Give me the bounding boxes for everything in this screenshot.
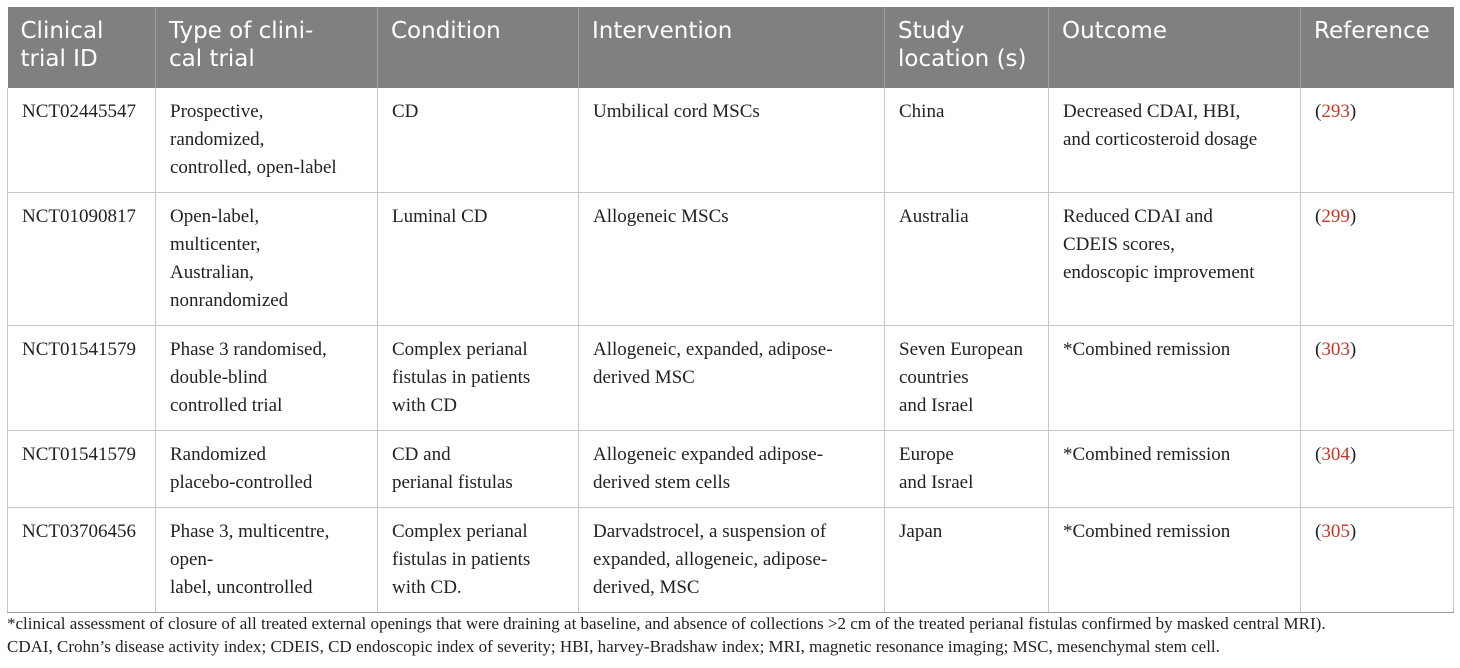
cell-outcome: [1049, 431, 1301, 508]
cell-text: perianal fistulas: [392, 472, 513, 493]
cell-text: nonrandomized: [170, 290, 289, 311]
cell-reference: (299): [1301, 193, 1454, 326]
cell-text: NCT01541579: [22, 339, 136, 360]
cell-text: Allogeneic expanded adipose-: [593, 444, 824, 465]
table-row: [8, 326, 1454, 431]
footnote-line: *clinical assessment of closure of all treated external openings that were draining at baseline, and absence of collections >2 cm of the treated perianal fistulas confirmed by masked central MRI).: [7, 614, 1326, 633]
header-study-location: [885, 7, 1049, 88]
cell-text: CD and: [392, 444, 451, 465]
cell-text: with CD.: [392, 577, 462, 598]
cell-text: derived, MSC: [593, 577, 700, 598]
cell-text: Prospective,: [170, 101, 264, 122]
cell-trial-id: [8, 88, 156, 193]
cell-text: Australia: [899, 206, 969, 227]
cell-text: derived stem cells: [593, 472, 731, 493]
cell-intervention: [579, 193, 885, 326]
cell-text: open-: [170, 549, 214, 570]
cell-text: Complex perianal: [392, 339, 528, 360]
table-row: [8, 431, 1454, 508]
cell-type: [156, 88, 378, 193]
cell-outcome: [1049, 508, 1301, 613]
cell-type: [156, 431, 378, 508]
cell-text: placebo-controlled: [170, 472, 313, 493]
cell-text: randomized,: [170, 129, 265, 150]
cell-text: Reduced CDAI and: [1063, 206, 1213, 227]
cell-condition: [378, 193, 579, 326]
footnote-line: CDAI, Crohn’s disease activity index; CDEIS, CD endoscopic index of severity; HBI, harvey-Bradshaw index; MRI, magnetic resonance imaging; MSC, mesenchymal stem cell.: [7, 637, 1220, 656]
cell-text: Complex perianal: [392, 521, 528, 542]
header-intervention: [579, 7, 885, 88]
header-text: Type of clini-: [169, 18, 314, 44]
reference-link[interactable]: 304: [1321, 444, 1350, 465]
cell-text: expanded, allogeneic, adipose-: [593, 549, 828, 570]
cell-text: China: [899, 101, 945, 122]
cell-text: *Combined remission: [1063, 444, 1231, 465]
cell-text: Allogeneic MSCs: [593, 206, 729, 227]
cell-text: Umbilical cord MSCs: [593, 101, 760, 122]
cell-text: countries: [899, 367, 969, 388]
cell-text: controlled trial: [170, 395, 283, 416]
cell-location: [885, 193, 1049, 326]
cell-text: fistulas in patients: [392, 549, 531, 570]
header-text: Clinical: [20, 18, 104, 44]
cell-reference: (303): [1301, 326, 1454, 431]
cell-trial-id: [8, 326, 156, 431]
header-reference: [1301, 7, 1454, 88]
cell-type: [156, 193, 378, 326]
cell-text: Allogeneic, expanded, adipose-: [593, 339, 833, 360]
reference-link[interactable]: 299: [1321, 206, 1350, 227]
cell-text: controlled, open-label: [170, 157, 337, 178]
cell-trial-id: [8, 431, 156, 508]
cell-text: Australian,: [170, 262, 254, 283]
header-text: Outcome: [1062, 18, 1167, 44]
header-text: Intervention: [592, 18, 733, 44]
table-row: [8, 508, 1454, 613]
table-row: [8, 193, 1454, 326]
cell-outcome: [1049, 326, 1301, 431]
cell-location: [885, 431, 1049, 508]
header-outcome: [1049, 7, 1301, 88]
reference-link[interactable]: 293: [1321, 101, 1350, 122]
cell-text: Luminal CD: [392, 206, 488, 227]
cell-text: NCT03706456: [22, 521, 136, 542]
cell-text: Japan: [899, 521, 943, 542]
header-type-of-clinical-trial: [156, 7, 378, 88]
cell-text: Open-label,: [170, 206, 260, 227]
cell-text: double-blind: [170, 367, 268, 388]
cell-reference: (305): [1301, 508, 1454, 613]
cell-text: *Combined remission: [1063, 521, 1231, 542]
cell-text: Phase 3 randomised,: [170, 339, 327, 360]
cell-text: NCT01541579: [22, 444, 136, 465]
cell-condition: [378, 326, 579, 431]
cell-text: Europe: [899, 444, 954, 465]
table-row: [8, 88, 1454, 193]
cell-text: label, uncontrolled: [170, 577, 313, 598]
cell-reference: (304): [1301, 431, 1454, 508]
header-text: location (s): [898, 46, 1027, 72]
cell-intervention: [579, 88, 885, 193]
cell-text: Seven European: [899, 339, 1023, 360]
cell-condition: [378, 508, 579, 613]
header-text: Study: [898, 18, 965, 44]
header-text: cal trial: [169, 46, 255, 72]
cell-text: multicenter,: [170, 234, 261, 255]
table-footnote: [7, 612, 1453, 658]
cell-condition: [378, 88, 579, 193]
cell-intervention: [579, 431, 885, 508]
clinical-trials-table: [7, 7, 1454, 613]
cell-text: *Combined remission: [1063, 339, 1231, 360]
header-text: Reference: [1314, 18, 1430, 44]
cell-text: and corticosteroid dosage: [1063, 129, 1258, 150]
cell-text: CD: [392, 101, 419, 122]
header-text: trial ID: [20, 46, 98, 72]
cell-reference: (293): [1301, 88, 1454, 193]
cell-intervention: [579, 508, 885, 613]
table-header-row: [8, 7, 1454, 88]
cell-text: Darvadstrocel, a suspension of: [593, 521, 827, 542]
cell-text: Phase 3, multicentre,: [170, 521, 330, 542]
cell-text: and Israel: [899, 395, 974, 416]
cell-type: [156, 326, 378, 431]
cell-trial-id: [8, 193, 156, 326]
cell-text: Randomized: [170, 444, 267, 465]
cell-intervention: [579, 326, 885, 431]
header-text: Condition: [391, 18, 501, 44]
cell-text: NCT02445547: [22, 101, 136, 122]
cell-text: Decreased CDAI, HBI,: [1063, 101, 1241, 122]
header-condition: [378, 7, 579, 88]
reference-link[interactable]: 303: [1321, 339, 1350, 360]
cell-type: [156, 508, 378, 613]
cell-location: [885, 88, 1049, 193]
cell-text: and Israel: [899, 472, 974, 493]
reference-link[interactable]: 305: [1321, 521, 1350, 542]
clinical-trials-table-container: [7, 7, 1453, 613]
cell-text: derived MSC: [593, 367, 695, 388]
cell-text: CDEIS scores,: [1063, 234, 1175, 255]
cell-location: [885, 326, 1049, 431]
header-clinical-trial-id: [8, 7, 156, 88]
cell-trial-id: [8, 508, 156, 613]
cell-text: endoscopic improvement: [1063, 262, 1255, 283]
cell-text: fistulas in patients: [392, 367, 531, 388]
cell-condition: [378, 431, 579, 508]
cell-outcome: [1049, 193, 1301, 326]
cell-location: [885, 508, 1049, 613]
cell-outcome: [1049, 88, 1301, 193]
cell-text: with CD: [392, 395, 457, 416]
cell-text: NCT01090817: [22, 206, 136, 227]
